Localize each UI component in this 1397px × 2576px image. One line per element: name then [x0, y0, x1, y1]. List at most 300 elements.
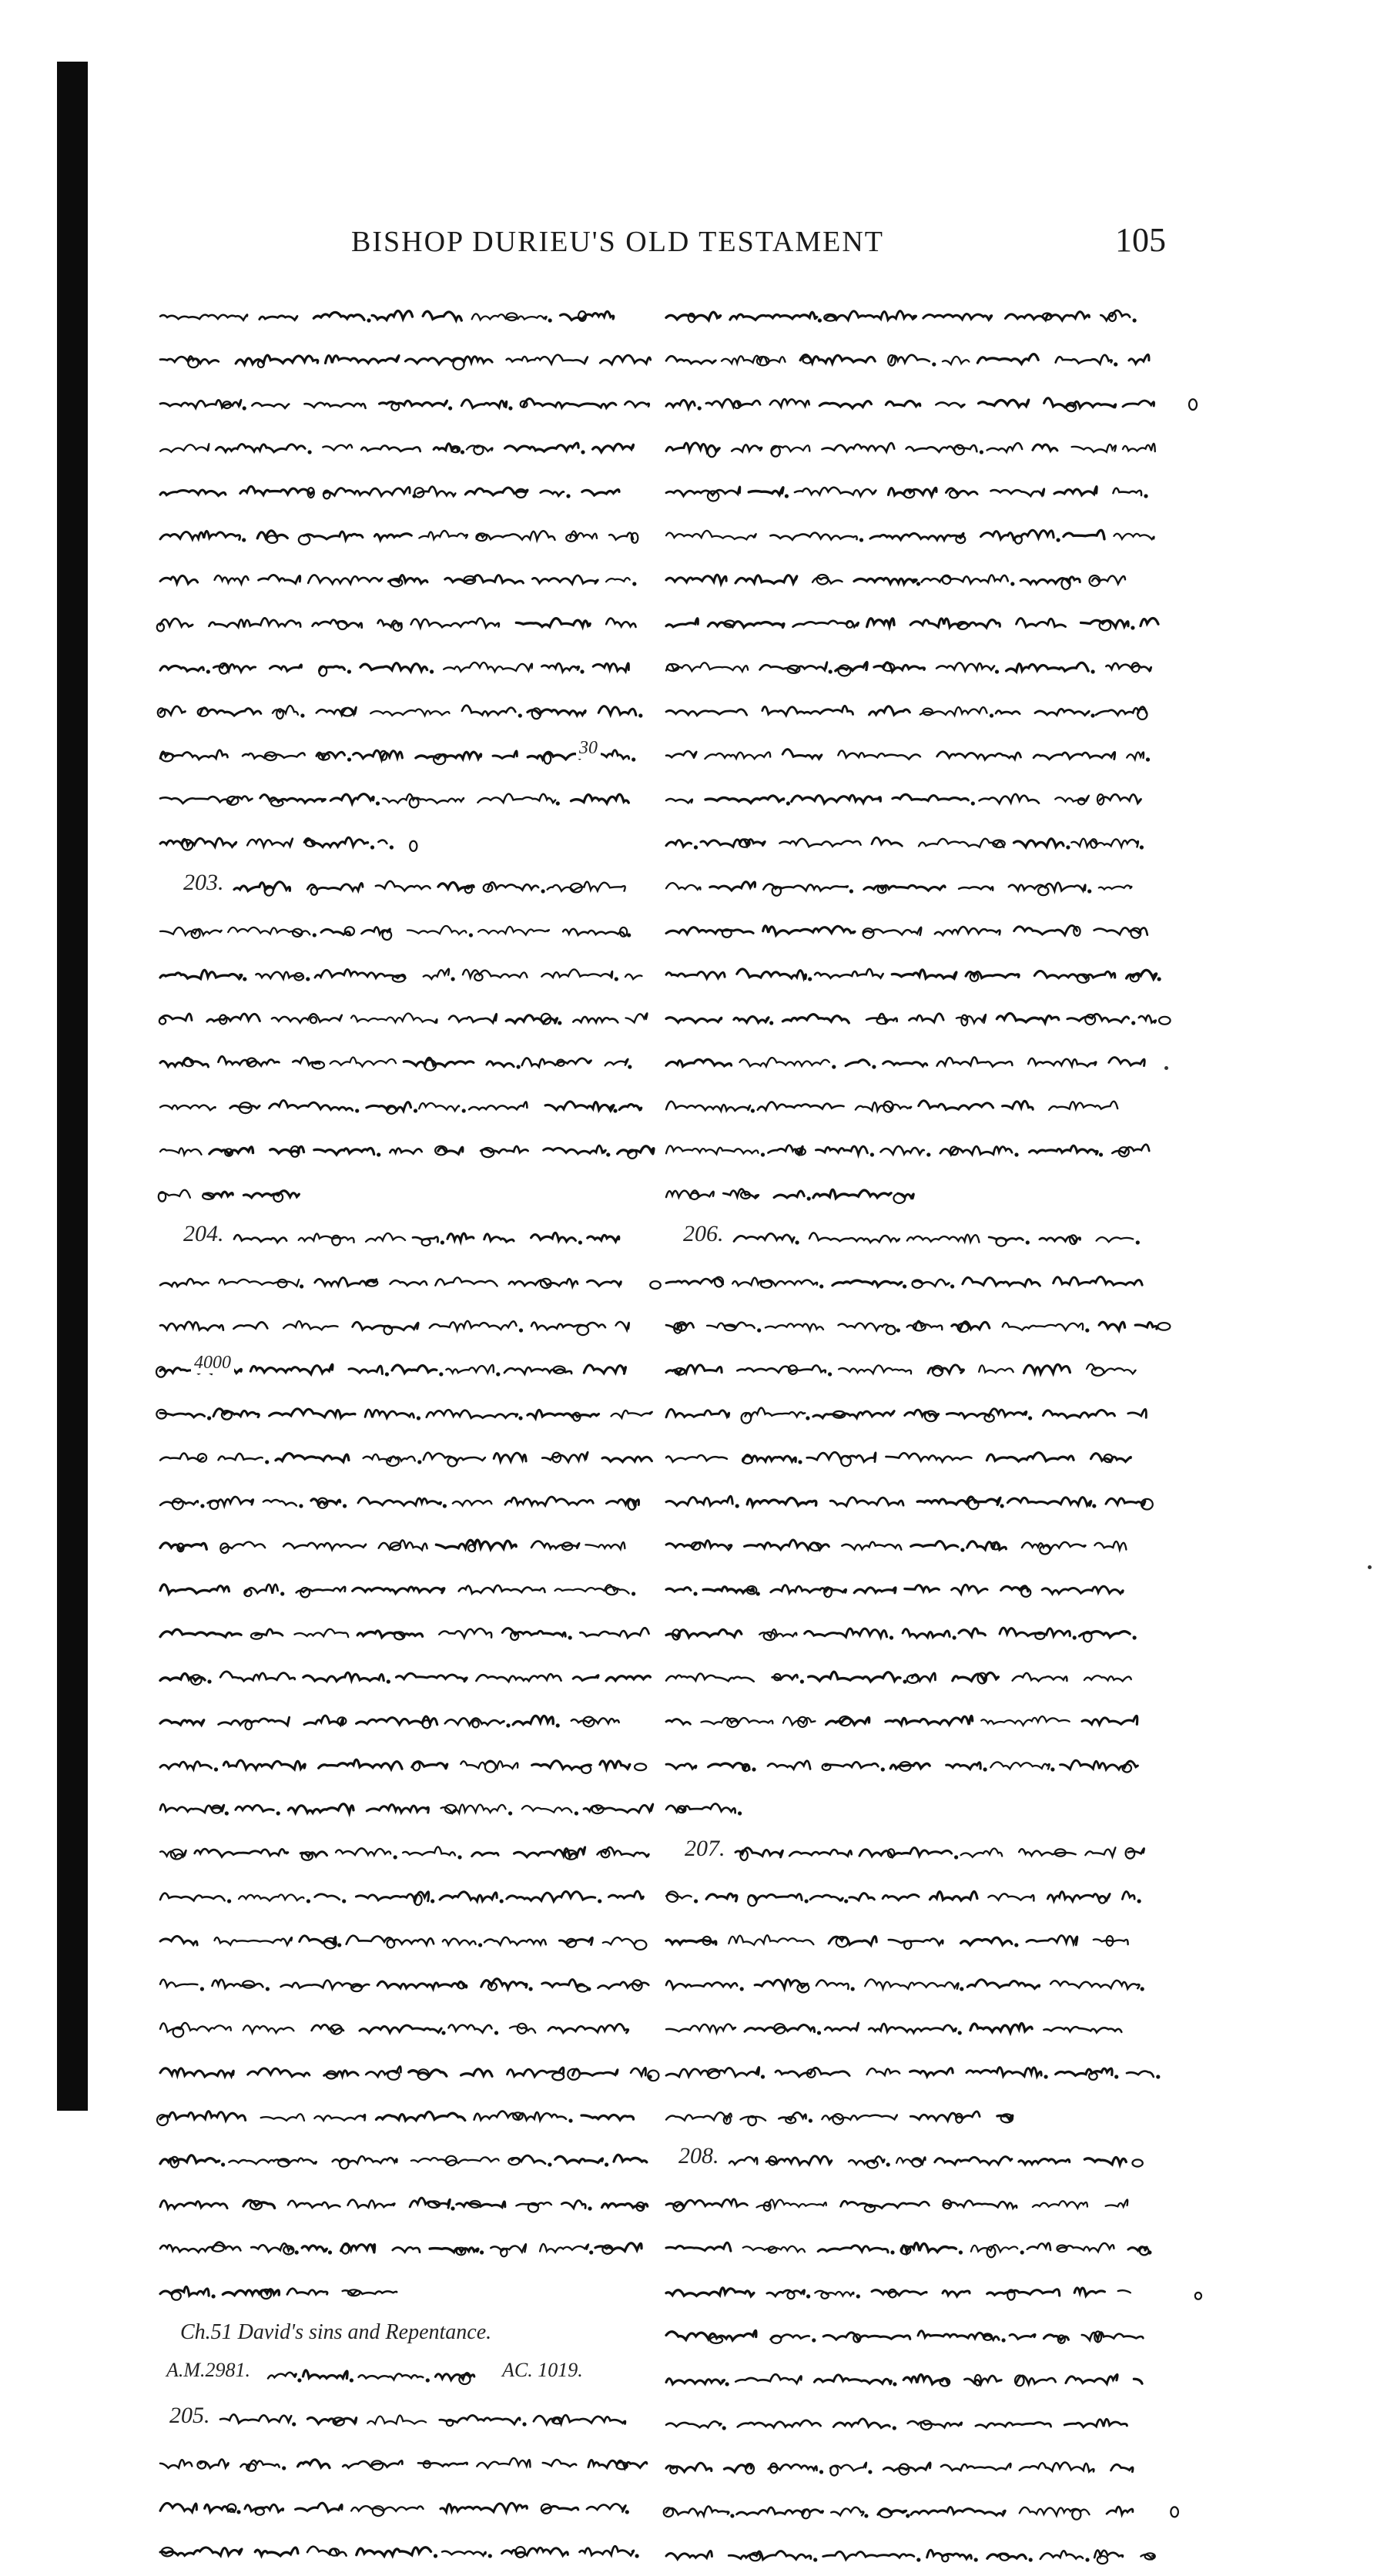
shorthand-dot [757, 1328, 761, 1332]
shorthand-dot [631, 757, 635, 761]
shorthand-stroke [795, 488, 876, 496]
shorthand-stroke [987, 1453, 1074, 1461]
shorthand-line [666, 688, 1159, 732]
shorthand-line [160, 776, 653, 820]
shorthand-stroke [512, 2155, 545, 2164]
shorthand-line-strokes [666, 1790, 1159, 1827]
shorthand-stroke [809, 1672, 900, 1682]
shorthand-line [666, 1039, 1159, 1083]
shorthand-stroke [816, 1981, 849, 1989]
shorthand-line-strokes [160, 912, 653, 949]
shorthand-dot [1002, 2338, 1006, 2342]
shorthand-stroke [823, 2333, 910, 2340]
shorthand-line [666, 2532, 1159, 2576]
shorthand-stroke [319, 1759, 402, 1769]
shorthand-dot [1029, 2558, 1033, 2561]
shorthand-line-strokes [160, 1571, 653, 1608]
shorthand-line-strokes [160, 429, 653, 466]
shorthand-stroke [288, 2201, 340, 2209]
shorthand-stroke [864, 885, 945, 891]
shorthand-line-strokes [666, 1439, 1159, 1476]
shorthand-line [666, 2444, 1159, 2488]
shorthand-stroke [831, 2507, 863, 2516]
shorthand-stroke [1034, 971, 1114, 978]
shorthand-stroke [666, 840, 692, 847]
shorthand-stroke [160, 2286, 209, 2296]
shorthand-stroke [287, 2289, 327, 2295]
shorthand-stroke [616, 1322, 629, 1330]
shorthand-stroke [270, 1100, 353, 1110]
shorthand-line [666, 2269, 1159, 2313]
shorthand-dot [980, 450, 983, 454]
shorthand-dot [488, 2554, 492, 2558]
shorthand-line [666, 2225, 1159, 2269]
shorthand-dot [221, 2162, 225, 2166]
shorthand-dot [1085, 2558, 1089, 2561]
shorthand-stroke [160, 1322, 223, 1330]
shorthand-dot [300, 713, 304, 717]
shorthand-stroke [889, 1939, 943, 1945]
shorthand-stroke [842, 1542, 901, 1550]
shorthand-stroke [585, 1542, 625, 1549]
shorthand-stroke [1134, 2379, 1142, 2383]
shorthand-stroke [763, 884, 848, 891]
shorthand-stroke [732, 444, 762, 451]
shorthand-dot [1133, 1635, 1137, 1639]
shorthand-dot [864, 2514, 868, 2517]
shorthand-stroke [493, 751, 517, 759]
shorthand-stroke [411, 618, 499, 627]
shorthand-stroke [445, 575, 524, 583]
paragraph-number: 208. [675, 2143, 722, 2169]
shorthand-dot [625, 2510, 629, 2514]
shorthand-line [666, 2137, 1159, 2181]
shorthand-dot [1014, 1152, 1018, 1156]
shorthand-line-strokes [666, 1088, 1159, 1125]
running-header-title: BISHOP DURIEU'S OLD TESTAMENT [351, 226, 884, 258]
shorthand-stroke [349, 1366, 382, 1374]
shorthand-stroke [809, 1233, 900, 1243]
shorthand-stroke [303, 1672, 384, 1681]
shorthand-stroke [867, 2068, 900, 2075]
shorthand-stroke [867, 619, 894, 627]
shorthand-dot [1137, 1899, 1141, 1903]
left-text-column [160, 293, 653, 2572]
shorthand-stroke [505, 1497, 593, 1505]
shorthand-line [666, 1873, 1159, 1917]
shorthand-stroke [555, 2156, 603, 2162]
shorthand-stroke [440, 1892, 497, 1901]
shorthand-stroke [508, 2068, 564, 2077]
shorthand-stroke [374, 534, 411, 540]
shorthand-stroke [326, 355, 400, 363]
shorthand-stroke [734, 1017, 769, 1023]
shorthand-stroke [236, 355, 318, 364]
shorthand-stroke [561, 2201, 585, 2209]
shorthand-stroke [766, 1323, 823, 1330]
shorthand-stroke [534, 2415, 625, 2424]
shorthand-stroke [666, 487, 740, 496]
shorthand-stroke [593, 444, 634, 452]
shorthand-dot [1141, 1987, 1144, 1991]
shorthand-loop [578, 1326, 589, 1335]
shorthand-dot [1092, 1504, 1096, 1508]
shorthand-dot [889, 1635, 893, 1639]
shorthand-dot [200, 1504, 204, 1508]
shorthand-stroke [943, 357, 970, 364]
shorthand-stroke [771, 1585, 846, 1593]
shorthand-stroke [625, 974, 642, 979]
shorthand-line-strokes [666, 824, 1159, 861]
shorthand-stroke [826, 1762, 879, 1768]
shorthand-stroke [907, 1235, 980, 1243]
shorthand-loop [761, 1281, 772, 1288]
shorthand-stroke [666, 1763, 696, 1769]
shorthand-stroke [963, 1277, 1040, 1286]
shorthand-line-strokes [666, 2449, 1159, 2486]
shorthand-line-strokes [666, 868, 1159, 905]
shorthand-stroke [1094, 1541, 1126, 1550]
shorthand-dot [522, 2422, 526, 2426]
shorthand-stroke [390, 1149, 421, 1154]
shorthand-stroke [991, 489, 1044, 496]
shorthand-line-strokes [666, 1483, 1159, 1520]
shorthand-loop [606, 1587, 618, 1595]
shorthand-stroke [1106, 1498, 1145, 1505]
shorthand-dot [494, 2031, 498, 2034]
shorthand-loop [1137, 709, 1147, 719]
shorthand-line [666, 1259, 1159, 1303]
shorthand-stroke [436, 1540, 516, 1549]
shorthand-dot [849, 889, 853, 893]
shorthand-stroke [619, 1104, 641, 1109]
shorthand-line [666, 1347, 1159, 1390]
shorthand-stroke [216, 444, 305, 451]
shorthand-dot [443, 1504, 447, 1508]
shorthand-stroke [250, 1364, 332, 1374]
shorthand-stroke [247, 839, 293, 847]
shorthand-stroke [946, 1763, 980, 1769]
shorthand-line [160, 468, 653, 512]
shorthand-stroke [841, 2201, 930, 2208]
shorthand-stroke [259, 575, 300, 583]
shorthand-dot [974, 2558, 978, 2561]
ink-speck [1368, 1565, 1372, 1569]
shorthand-dot [1014, 1943, 1018, 1947]
shorthand-stroke [438, 1147, 463, 1154]
shorthand-stroke [435, 1277, 497, 1286]
shorthand-stroke [935, 2157, 1012, 2165]
shorthand-stroke [980, 794, 1040, 803]
shorthand-stroke [891, 355, 930, 363]
shorthand-dot [635, 2554, 639, 2558]
book-binding-edge [57, 62, 88, 2111]
shorthand-dot [738, 1811, 742, 1815]
shorthand-dot [627, 933, 631, 937]
shorthand-line [160, 2137, 653, 2181]
shorthand-stroke [243, 753, 305, 758]
shorthand-stroke [430, 2248, 478, 2252]
shorthand-stroke [606, 578, 630, 582]
shorthand-line [160, 1654, 653, 1698]
shorthand-stroke [260, 316, 297, 320]
shorthand-dot [243, 406, 246, 410]
shorthand-stroke [1056, 355, 1112, 364]
shorthand-loop [1021, 1588, 1030, 1597]
shorthand-line-strokes [160, 1746, 653, 1783]
shorthand-line [666, 732, 1159, 776]
shorthand-stroke [548, 2024, 628, 2033]
shorthand-loop [278, 1280, 287, 1287]
shorthand-line [160, 2005, 653, 2049]
shorthand-stroke [330, 1057, 396, 1066]
shorthand-stroke [1128, 1848, 1144, 1853]
shorthand-dot [529, 1987, 533, 1991]
shorthand-stroke [813, 1411, 894, 1418]
shorthand-stroke [234, 882, 290, 891]
shorthand-stroke [1040, 1236, 1080, 1242]
shorthand-stroke [703, 1587, 753, 1593]
shorthand-stroke [735, 1848, 782, 1857]
shorthand-line [160, 1083, 653, 1127]
shorthand-stroke [666, 619, 698, 627]
shorthand-line-strokes [666, 2493, 1159, 2530]
shorthand-stroke [160, 2201, 227, 2209]
shorthand-stroke [1014, 925, 1077, 934]
shorthand-stroke [353, 1587, 444, 1593]
shorthand-stroke [889, 488, 936, 495]
shorthand-stroke [1023, 1364, 1070, 1374]
shorthand-stroke [813, 1189, 891, 1198]
shorthand-stroke [881, 1146, 924, 1154]
shorthand-stroke [272, 1014, 342, 1022]
shorthand-stroke [513, 1716, 553, 1724]
shorthand-dot [1000, 1504, 1004, 1508]
shorthand-stroke [1003, 1323, 1083, 1330]
shorthand-stroke [220, 1672, 295, 1681]
shorthand-dot [580, 669, 584, 673]
shorthand-dot [806, 2294, 810, 2298]
shorthand-dot [1073, 1635, 1077, 1639]
shorthand-stroke [666, 2288, 754, 2296]
shorthand-dot [693, 1592, 697, 1595]
shorthand-stroke [734, 1233, 794, 1241]
shorthand-stroke [160, 2460, 192, 2468]
shorthand-dot [306, 977, 310, 981]
shorthand-stroke [298, 2460, 330, 2468]
shorthand-stroke [571, 1718, 619, 1723]
shorthand-stroke [160, 1893, 225, 1901]
shorthand-stroke [477, 2458, 530, 2468]
shorthand-loop [997, 1238, 1007, 1246]
shorthand-stroke [372, 311, 412, 320]
shorthand-line-strokes [666, 517, 1159, 554]
shorthand-dot [808, 977, 812, 981]
shorthand-stroke [741, 2117, 766, 2121]
shorthand-stroke [1085, 1847, 1115, 1857]
shorthand-stroke [1097, 1237, 1134, 1242]
shorthand-line-strokes [160, 1088, 653, 1125]
shorthand-line-strokes [666, 1263, 1159, 1300]
shorthand-dot [1087, 889, 1091, 893]
shorthand-stroke [1007, 1498, 1090, 1506]
shorthand-line-strokes [666, 1966, 1159, 2003]
shorthand-stroke [239, 1894, 303, 1900]
shorthand-stroke [419, 531, 467, 539]
shorthand-stroke [1111, 2464, 1134, 2471]
shorthand-loop [1132, 2159, 1142, 2166]
shorthand-loop [954, 445, 964, 455]
shorthand-line [666, 1390, 1159, 1434]
shorthand-stroke [666, 2112, 732, 2120]
shorthand-stroke [1139, 1015, 1156, 1023]
shorthand-dot [212, 2294, 216, 2298]
shorthand-stroke [912, 1673, 935, 1681]
shorthand-stroke [729, 2551, 811, 2560]
shorthand-line-strokes [666, 1395, 1159, 1432]
shorthand-dot [243, 977, 246, 981]
shorthand-dot [958, 2031, 962, 2034]
shorthand-line [160, 1127, 653, 1171]
shorthand-stroke [543, 2460, 576, 2467]
shorthand-line-strokes [666, 1615, 1159, 1652]
shorthand-stroke [213, 1409, 259, 1417]
shorthand-dot [265, 1460, 269, 1464]
shorthand-stroke [505, 443, 578, 451]
shorthand-stroke [1114, 534, 1154, 539]
shorthand-line [666, 2356, 1159, 2400]
shorthand-dot [995, 669, 999, 673]
shorthand-stroke [905, 1585, 940, 1592]
shorthand-line-strokes [666, 385, 1159, 422]
shorthand-stroke [441, 2503, 527, 2511]
shorthand-stroke [223, 1760, 305, 1769]
shorthand-stroke [469, 1102, 527, 1109]
shorthand-stroke [531, 1233, 576, 1241]
shorthand-stroke [735, 2374, 801, 2383]
shorthand-stroke [598, 750, 629, 759]
shorthand-dot [214, 1767, 218, 1771]
shorthand-stroke [476, 1674, 561, 1682]
shorthand-stroke [923, 314, 992, 320]
shorthand-loop [447, 1457, 457, 1467]
shorthand-stroke [706, 1893, 737, 1901]
shorthand-dot [355, 1109, 359, 1112]
shorthand-stroke [1112, 1145, 1149, 1153]
shorthand-dot [751, 1109, 755, 1112]
shorthand-stroke [219, 1717, 290, 1726]
shorthand-stroke [472, 314, 547, 320]
shorthand-line [666, 820, 1159, 864]
shorthand-stroke [507, 1891, 595, 1901]
shorthand-line-strokes [160, 1176, 653, 1213]
shorthand-stroke [935, 927, 1000, 935]
shorthand-dot [299, 1504, 303, 1508]
shorthand-dot [390, 845, 394, 849]
shorthand-stroke [822, 443, 895, 451]
shorthand-stroke [380, 401, 447, 406]
shorthand-dot [851, 1987, 855, 1991]
shorthand-dot [796, 1240, 799, 1244]
shorthand-line [666, 1566, 1159, 1610]
shorthand-stroke [666, 971, 725, 978]
shorthand-line [160, 2049, 653, 2093]
shorthand-line [160, 1478, 653, 1522]
shorthand-stroke [603, 1937, 637, 1944]
shorthand-stroke [927, 2550, 972, 2558]
shorthand-line-strokes [666, 1132, 1159, 1169]
shorthand-stroke [666, 1496, 732, 1505]
shorthand-line [666, 907, 1159, 951]
shorthand-stroke [1040, 2551, 1083, 2559]
shorthand-line [160, 1039, 653, 1083]
shorthand-line-strokes [666, 649, 1159, 686]
shorthand-stroke [393, 2247, 420, 2252]
shorthand-stroke [729, 1935, 813, 1945]
shorthand-loop [246, 1722, 252, 1729]
shorthand-stroke [528, 752, 580, 759]
shorthand-stroke [255, 2547, 298, 2556]
shorthand-stroke [917, 1497, 1000, 1504]
shorthand-dot [725, 2382, 729, 2386]
shorthand-stroke [472, 1853, 498, 1857]
shorthand-stroke [729, 2157, 757, 2165]
shorthand-stroke [366, 1233, 405, 1242]
shorthand-stroke [478, 927, 549, 935]
shorthand-dot [959, 2250, 963, 2254]
shorthand-line-strokes [160, 605, 653, 642]
shorthand-stroke [516, 619, 590, 627]
shorthand-stroke [869, 2024, 956, 2033]
shorthand-stroke [251, 2243, 292, 2252]
shorthand-stroke [745, 1540, 829, 1550]
shorthand-stroke [910, 1014, 944, 1022]
shorthand-dot [872, 1065, 876, 1068]
shorthand-line-strokes [160, 2098, 653, 2135]
shorthand-dot [769, 1021, 773, 1025]
shorthand-stroke [666, 1981, 737, 1989]
shorthand-stroke [666, 2024, 735, 2032]
shorthand-dot [1010, 582, 1014, 585]
shorthand-stroke [810, 1895, 843, 1900]
shorthand-line [160, 1786, 653, 1830]
shorthand-dot [1136, 1240, 1140, 1244]
shorthand-line-strokes [160, 517, 653, 554]
shorthand-dot [441, 2031, 445, 2034]
shorthand-dot [786, 801, 790, 805]
shorthand-line [666, 512, 1159, 556]
shorthand-dot [313, 933, 317, 937]
shorthand-stroke [313, 620, 362, 628]
shorthand-line-strokes [160, 1878, 653, 1915]
shorthand-stroke [1127, 2071, 1154, 2077]
shorthand-stroke [488, 882, 539, 890]
shorthand-stroke [782, 1015, 849, 1023]
shorthand-stroke [770, 399, 809, 407]
shorthand-stroke [666, 1674, 754, 1682]
shorthand-stroke [580, 1628, 648, 1638]
shorthand-line [160, 644, 653, 688]
shorthand-line-strokes [160, 1966, 653, 2003]
shorthand-stroke [872, 837, 902, 846]
shorthand-stroke [910, 619, 1000, 628]
shorthand-line [160, 1434, 653, 1478]
shorthand-dot [385, 1372, 389, 1376]
shorthand-stroke [737, 969, 806, 979]
shorthand-stroke [252, 403, 289, 408]
shorthand-dot [1133, 318, 1137, 322]
shorthand-line [666, 1610, 1159, 1654]
